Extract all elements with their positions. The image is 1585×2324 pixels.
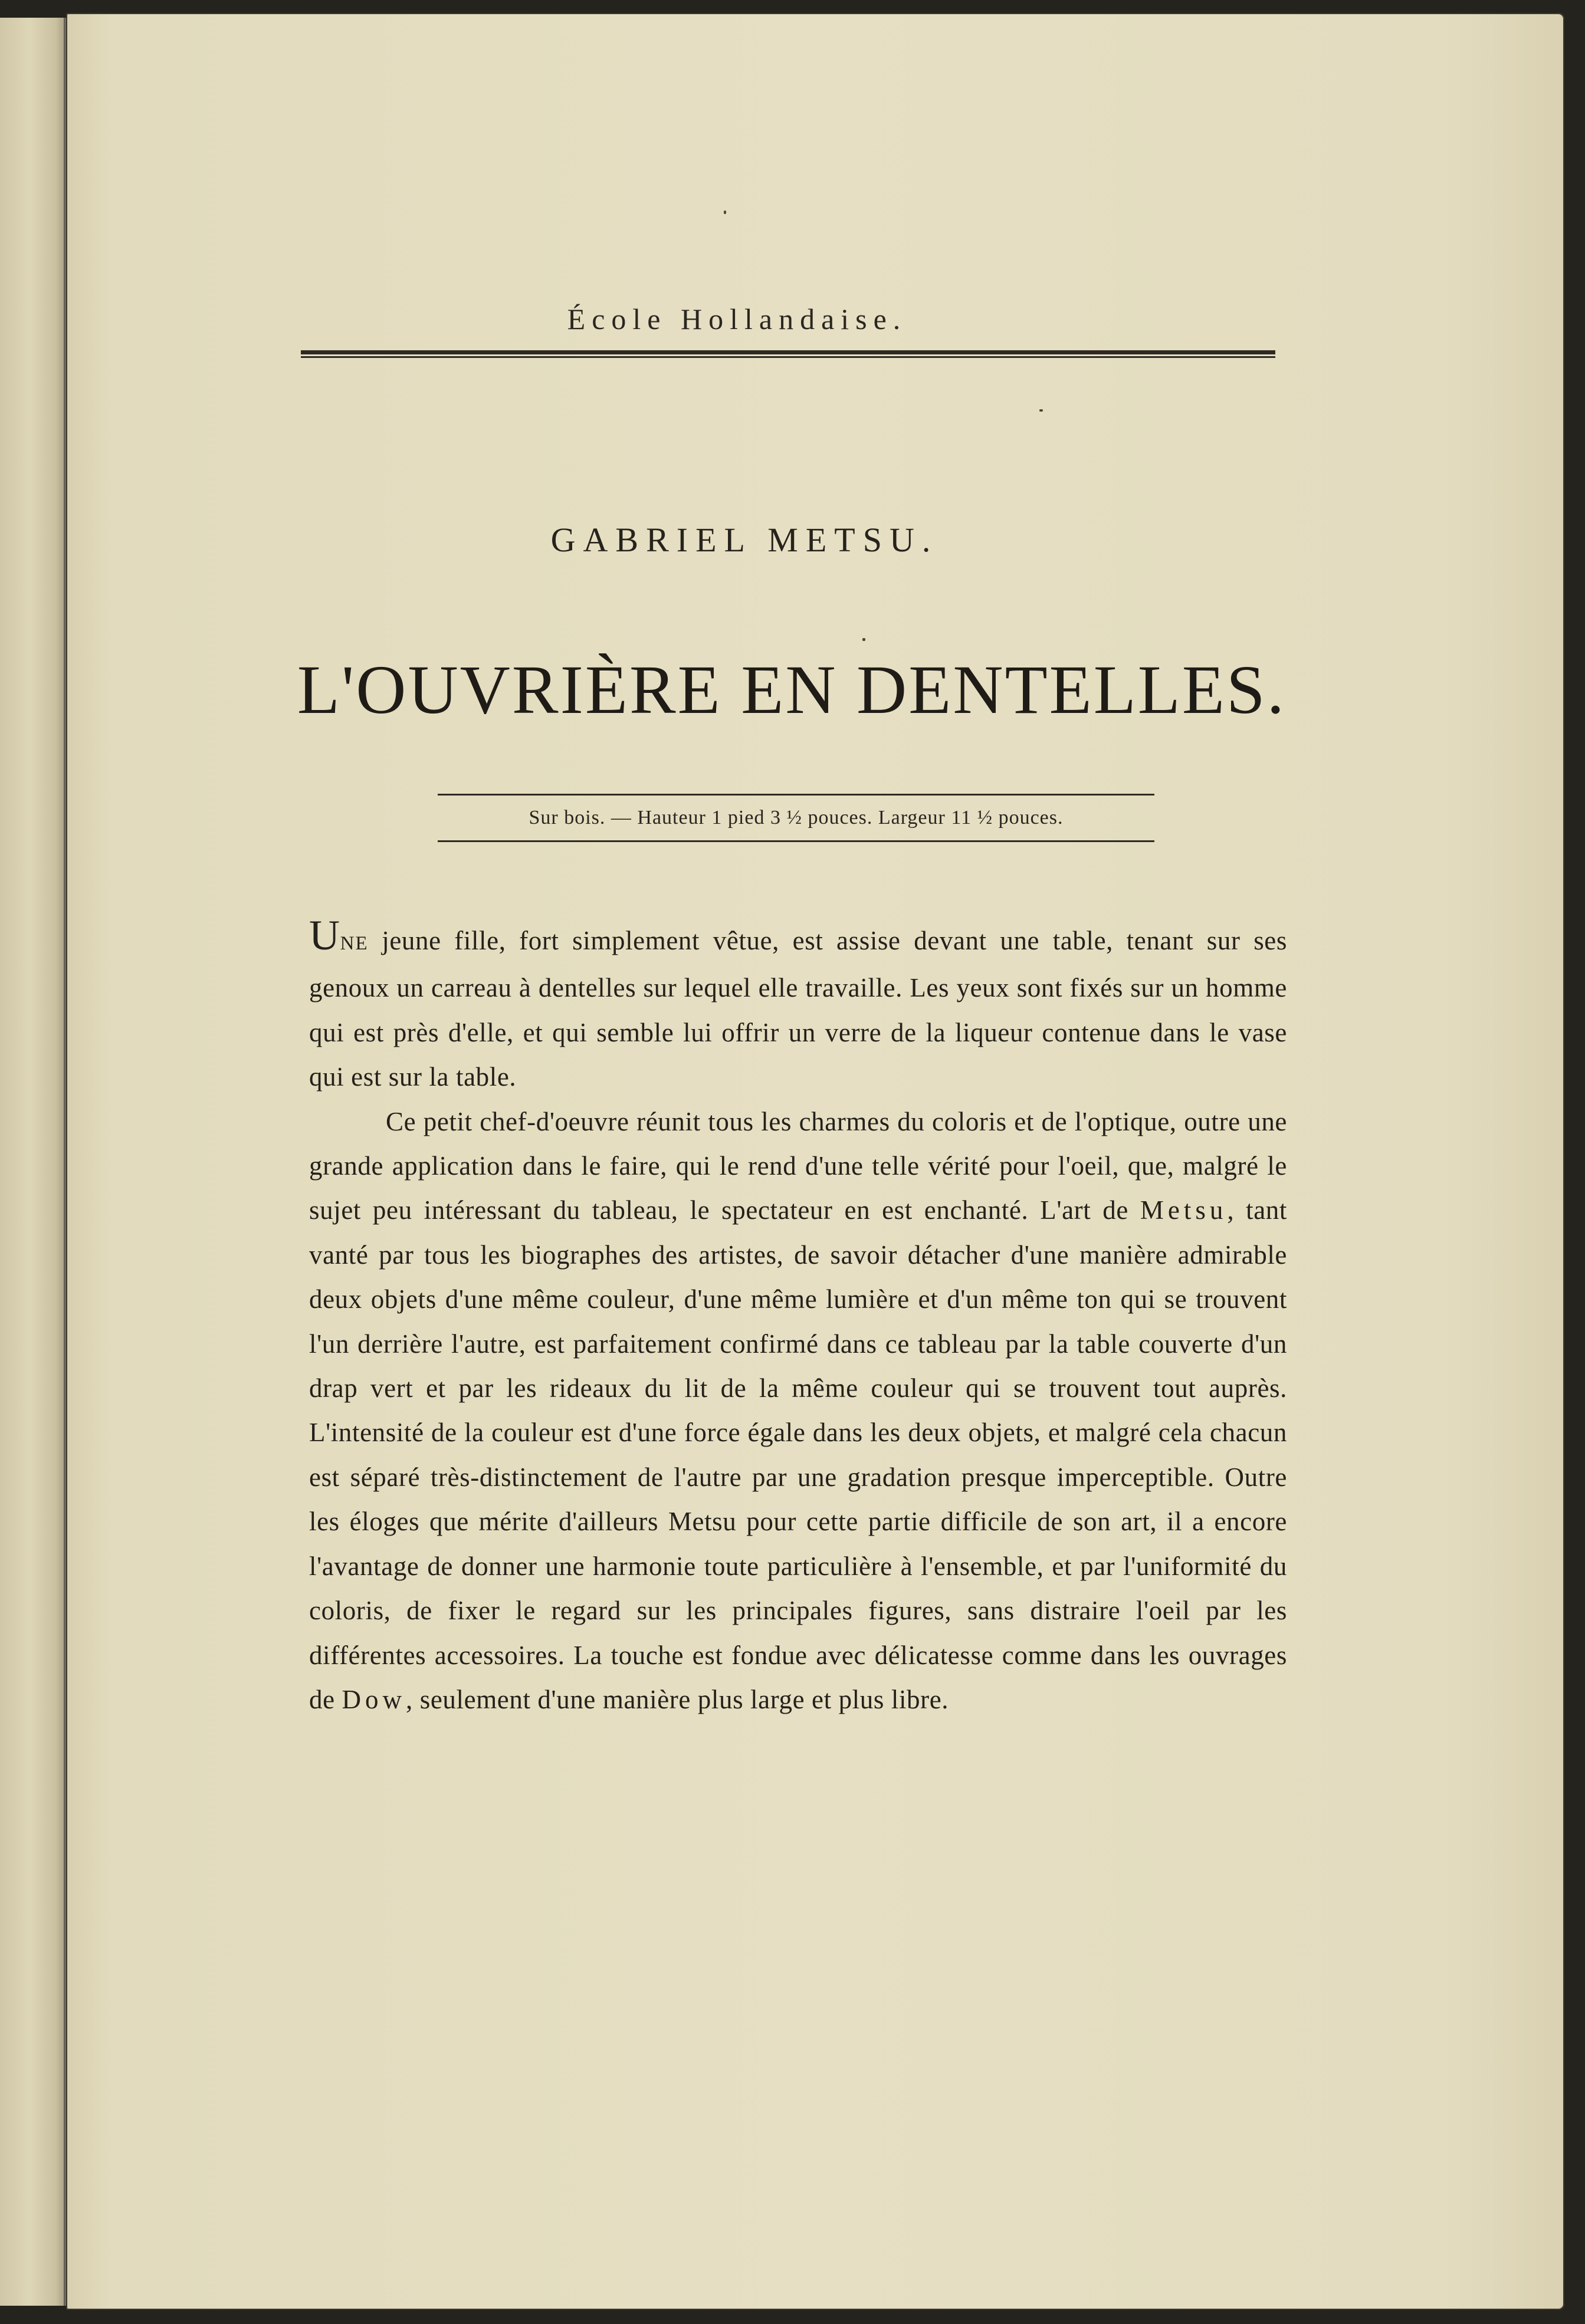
artwork-title: L'OUVRIÈRE EN DENTELLES. bbox=[297, 651, 1287, 728]
paragraph-1-text: jeune fille, fort simplement vêtue, est assise devant une table, tenant sur ses genoux un carreau à dentelles sur lequel elle travaille. Les yeux sont fixés sur un homme qui est près d'elle, et qui semble lui offrir un verre de la liqueur contenue dans le vase qui est sur la table. bbox=[309, 926, 1287, 1092]
paragraph-2-text-c: , seulement d'une manière plus large et plus libre. bbox=[406, 1684, 949, 1714]
paragraph-1 bbox=[309, 914, 1287, 1100]
artist-name-spaced: Metsu bbox=[1140, 1195, 1228, 1225]
small-caps: NE bbox=[340, 933, 369, 954]
running-head-double-rule bbox=[301, 350, 1275, 358]
artist-name: GABRIEL METSU. bbox=[550, 521, 938, 559]
paragraph-2-text-b: , tant vanté par tous les biographes des artistes, de savoir détacher d'une manière admirable deux objets d'une même couleur, d'une même lumière et d'un même ton qui se trouvent l'un derrière l'autre, est parfaitement confirmé dans ce tableau par la table couverte d'un drap vert et par les rideaux du lit de la même couleur qui se trouvent tout auprès. L'intensité de la couleur est d'une force égale dans les deux objets, et malgré cela chacun est séparé très-distinctement de l'autre par une gradation presque imperceptible. Outre les éloges que mérite d'ailleurs Metsu pour cette partie difficile de son art, il a encore l'avantage de donner une harmonie toute particulière à l'ensemble, et par l'uniformité du coloris, de fixer le regard sur les principales figures, sans distraire l'oeil par les différentes accessoires. La touche est fondue avec délicatesse comme dans les ouvrages de bbox=[309, 1195, 1288, 1714]
paper-fleck bbox=[724, 211, 726, 214]
previous-page-edge bbox=[0, 18, 74, 2306]
dow-name-spaced: Dow bbox=[342, 1684, 406, 1714]
description-text bbox=[309, 914, 1287, 1722]
paragraph-2 bbox=[309, 1100, 1287, 1723]
running-head: École Hollandaise. bbox=[567, 303, 907, 336]
drop-cap: U bbox=[309, 912, 340, 959]
book-page bbox=[66, 13, 1564, 2310]
spec-rule-bottom bbox=[438, 840, 1154, 842]
artwork-specification: Sur bois. — Hauteur 1 pied 3 ½ pouces. Largeur 11 ½ pouces. bbox=[529, 807, 1064, 829]
paragraph-2-text-a: Ce petit chef-d'oeuvre réunit tous les charmes du coloris et de l'optique, outre une grande application dans le faire, qui le rend d'une telle vérité pour l'oeil, que, malgré le sujet peu intéressant du tableau, le spectateur en est enchanté. L'art de bbox=[309, 1106, 1287, 1225]
paper-fleck bbox=[862, 638, 865, 641]
paper-fleck bbox=[1039, 409, 1043, 412]
spec-rule-top bbox=[438, 794, 1154, 796]
